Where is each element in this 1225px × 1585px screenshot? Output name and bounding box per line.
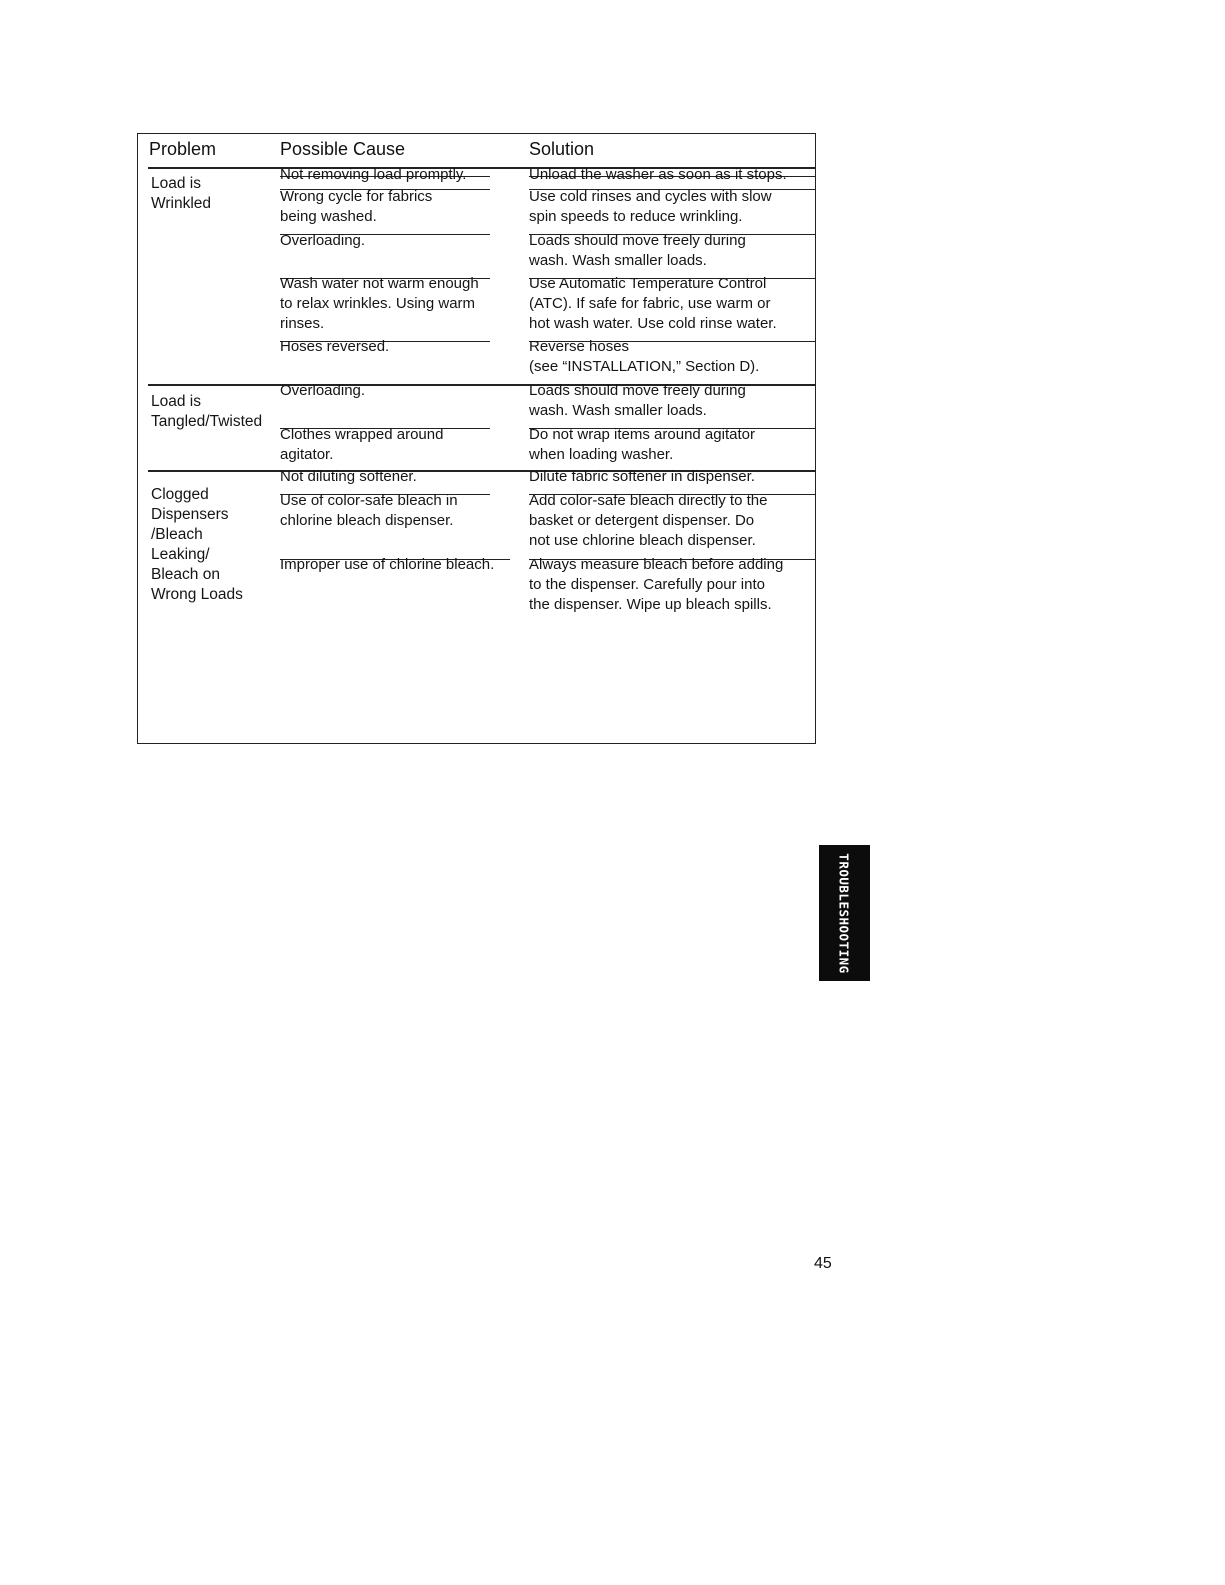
solution-cell: Use cold rinses and cycles with slow spin speeds to reduce wrinkling. bbox=[529, 188, 772, 225]
problem-load-wrinkled: Load is Wrinkled bbox=[151, 175, 212, 212]
cause-cell: Overloading. bbox=[280, 382, 366, 399]
cause-cell: Improper use of chlorine bleach. bbox=[280, 556, 495, 573]
troubleshooting-section-tab bbox=[819, 845, 870, 981]
section-tab-label: TROUBLESHOOTING bbox=[837, 852, 853, 974]
cause-cell: Not removing load promptly. bbox=[280, 166, 467, 183]
solution-cell: Dilute fabric softener in dispenser. bbox=[529, 468, 755, 485]
cause-cell: Use of color-safe bleach in chlorine bleach dispenser. bbox=[280, 492, 458, 529]
cause-cell: Hoses reversed. bbox=[280, 338, 390, 355]
solution-cell: Use Automatic Temperature Control (ATC). If safe for fabric, use warm or hot wash water. Use cold rinse water. bbox=[529, 275, 777, 332]
header-solution: Solution bbox=[529, 139, 595, 159]
cause-cell: Wrong cycle for fabrics being washed. bbox=[280, 188, 433, 225]
cause-cell: Not diluting softener. bbox=[280, 468, 417, 485]
solution-cell: Loads should move freely during wash. Wash smaller loads. bbox=[529, 382, 746, 419]
solution-cell: Loads should move freely during wash. Wash smaller loads. bbox=[529, 232, 746, 269]
page-number: 45 bbox=[814, 1255, 832, 1272]
header-possible-cause: Possible Cause bbox=[280, 139, 406, 159]
cause-cell: Overloading. bbox=[280, 232, 366, 249]
header-problem: Problem bbox=[149, 139, 217, 159]
cause-cell: Clothes wrapped around agitator. bbox=[280, 426, 444, 463]
cause-cell: Wash water not warm enough to relax wrinkles. Using warm rinses. bbox=[280, 275, 479, 332]
solution-cell: Always measure bleach before adding to the dispenser. Carefully pour into the dispenser. Wipe up bleach spills. bbox=[529, 556, 784, 613]
problem-clogged-dispensers: Clogged Dispensers /Bleach Leaking/ Bleach on Wrong Loads bbox=[151, 486, 243, 603]
problem-load-tangled: Load is Tangled/Twisted bbox=[151, 393, 263, 430]
troubleshooting-table bbox=[137, 133, 816, 744]
solution-cell: Unload the washer as soon as it stops. bbox=[529, 166, 787, 183]
solution-cell: Reverse hoses (see “INSTALLATION,” Section D). bbox=[529, 338, 760, 375]
solution-cell: Do not wrap items around agitator when loading washer. bbox=[529, 426, 755, 463]
solution-cell: Add color-safe bleach directly to the basket or detergent dispenser. Do not use chlorine bleach dispenser. bbox=[529, 492, 768, 549]
